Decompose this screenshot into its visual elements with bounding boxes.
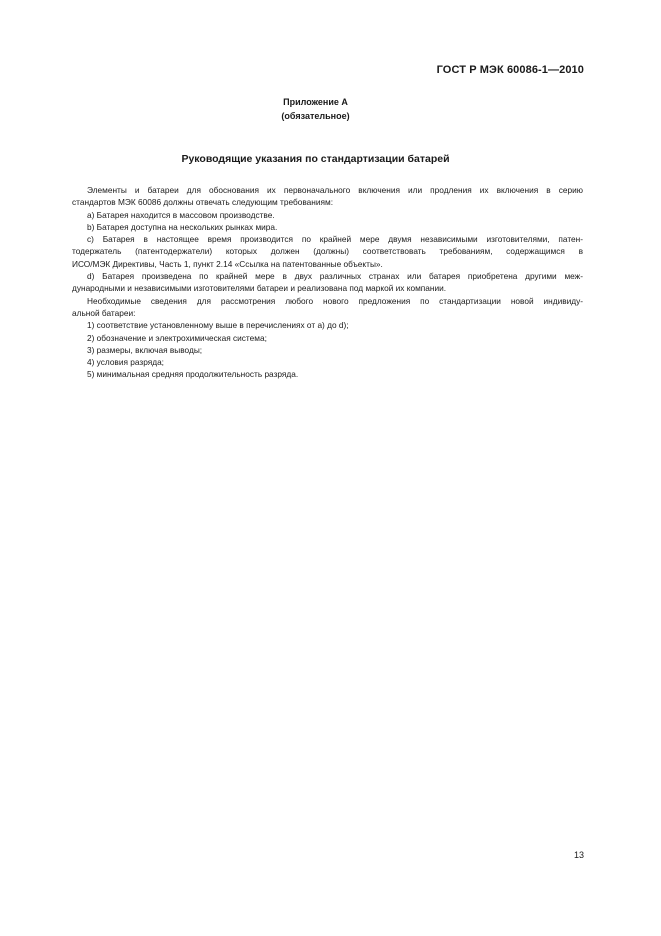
requirement-c-line-3: ИСО/МЭК Директивы, Часть 1, пункт 2.14 «Ссылка на патентованные объекты». <box>72 258 383 269</box>
annex-title: Приложение А <box>283 97 348 107</box>
info-intro-line-2: альной батареи: <box>72 307 136 318</box>
info-item-3: 3) размеры, включая выводы; <box>87 344 203 355</box>
requirement-b: b) Батарея доступна на нескольких рынках мира. <box>87 221 278 232</box>
info-item-4: 4) условия разряда; <box>87 357 164 368</box>
info-intro-line-1: Необходимые сведения для рассмотрения любого нового предложения по стандартизации новой индивиду- <box>87 295 583 306</box>
requirement-a: a) Батарея находится в массовом производстве. <box>87 209 275 220</box>
requirement-c-line-2: тодержатель (патентодержатели) которых должен (должны) соответствовать требованиям, содержащимся в <box>72 246 583 257</box>
info-item-1: 1) соответствие установленному выше в перечислениях от а) до d); <box>87 320 349 331</box>
standard-code: ГОСТ Р МЭК 60086-1—2010 <box>436 64 584 76</box>
intro-line-2: стандартов МЭК 60086 должны отвечать следующим требованиям: <box>72 197 333 208</box>
requirement-d-line-1: d) Батарея произведена по крайней мере в двух различных странах или батарея приобретена другими меж- <box>87 271 583 282</box>
requirement-d-line-2: дународными и независимыми изготовителями батареи и реализована под маркой их компании. <box>72 283 447 294</box>
info-item-2: 2) обозначение и электрохимическая система; <box>87 332 267 343</box>
page-number: 13 <box>573 850 584 860</box>
info-item-5: 5) минимальная средняя продолжительность разряда. <box>87 369 299 380</box>
annex-status: (обязательное) <box>281 111 350 121</box>
body-text <box>72 184 583 381</box>
requirement-c-line-1: c) Батарея в настоящее время производится по крайней мере двумя независимыми изготовителями, патен- <box>87 234 583 245</box>
annex-block <box>0 95 631 123</box>
intro-line-1: Элементы и батареи для обоснования их первоначального включения или продления их включения в серию <box>87 185 583 195</box>
section-heading: Руководящие указания по стандартизации батарей <box>181 153 450 165</box>
